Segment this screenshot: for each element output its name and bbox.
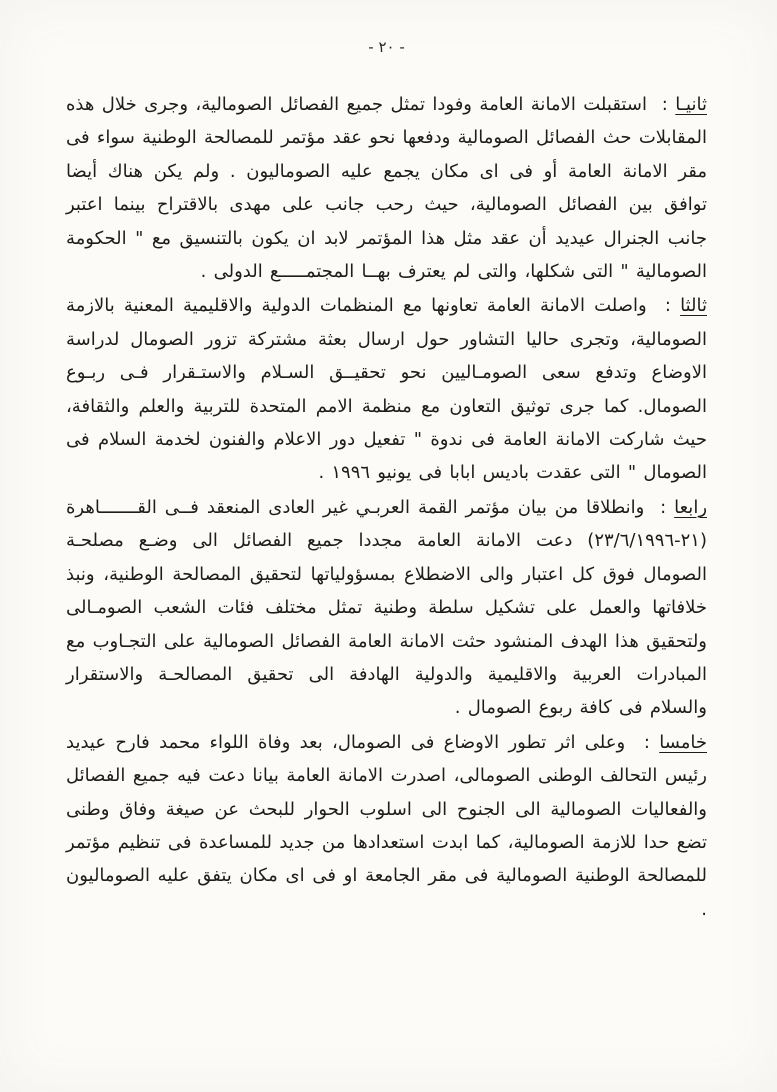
paragraph-separator: : xyxy=(644,496,675,518)
paragraph xyxy=(66,289,707,489)
paragraph-label: ثانيـا xyxy=(675,94,707,115)
paragraph xyxy=(66,726,707,926)
page-number: - ٢٠ - xyxy=(368,38,405,56)
paragraph-text: وانطلاقا من بيان مؤتمر القمة العربـي غير العادى المنعقد فــى القـــــــاهرة (٢١-٢٣/٦/١٩٩٦) دعت الامانة العامة مجددا جميع الفصائل الى وضـع مصلحـة الصومال فوق كل اعتبار والى الاضطلاع بمسؤولياتها لتحقيق المصالحة الوطنية، ونبذ خلافاتها والعمل على تشكيل سلطة وطنية تمثل مختلف فئات الشعب الصومـالى ولتحقيق هذا الهدف المنشود حثت الامانة العامة الفصائل الصومالية على التجـاوب مع المبادرات العربية والاقليمية والدولية الهادفة الى تحقيق المصالحـة والاستقرار والسلام فى كافة ربوع الصومال . xyxy=(66,496,707,719)
paragraph-text: استقبلت الامانة العامة وفودا تمثل جميع الفصائل الصومالية، وجرى خلال هذه المقابلات حث الفصائل الصومالية ودفعها نحو عقد مؤتمر للمصالحة الوطنية سواء فى مقر الامانة العامة أو فى اى مكان يجمع عليه الصوماليون . ولم يكن هناك أيضا توافق بين الفصائل الصومالية، حيث رحب جانب على مهدى بالاقتراح بينما اعتبر جانب الجنرال عيديد أن عقد مثل هذا المؤتمر لابد ان يكون بالتنسيق مع " الحكومة الصومالية " التى شكلها، والتى لم يعترف بهــا المجتمـــــع الدولى . xyxy=(66,94,707,283)
paragraph xyxy=(66,491,707,725)
paragraph-separator: : xyxy=(646,295,681,317)
paragraph-separator: : xyxy=(625,731,660,753)
paragraph-separator: : xyxy=(646,94,676,115)
paragraph-label: خامسا xyxy=(659,731,707,753)
paragraph-label: ثالثا xyxy=(680,295,707,317)
paragraph-text: واصلت الامانة العامة تعاونها مع المنظمات الدولية والاقليمية المعنية بالازمة الصومالية، وتجرى حاليا التشاور حول ارسال بعثة مشتركة تزور الصومال لدراسة الاوضاع وتدفع سعى الصومـاليين نحو تحقيــق السـلام والاستـقرار فـى ربـوع الصومال. كما جرى توثيق التعاون مع منظمة الامم المتحدة للتربية والعلم والثقافة، حيث شاركت الامانة العامة فى ندوة " تفعيل دور الاعلام والفنون لخدمة السلام فى الصومال " التى عقدت باديس ابابا فى يونيو ١٩٩٦ . xyxy=(66,295,707,484)
paragraph-text: وعلى اثر تطور الاوضاع فى الصومال، بعد وفاة اللواء محمد فارح عيديد رئيس التحالف الوطنى الصومالى، اصدرت الامانة العامة بيانا دعت فيه جميع الفصائل والفعاليات الصومالية الى الجنوح الى اسلوب الحوار للبحث عن صيغة وفاق وطنى تضع حدا للازمة الصومالية، كما ابدت استعدادها من جديد للمساعدة فى تنظيم مؤتمر للمصالحة الوطنية الصومالية فى مقر الجامعة او فى اى مكان يتفق عليه الصوماليون . xyxy=(66,731,707,920)
document-content xyxy=(66,88,707,926)
paragraph xyxy=(66,88,707,288)
paragraph-label: رابعا xyxy=(674,496,708,518)
